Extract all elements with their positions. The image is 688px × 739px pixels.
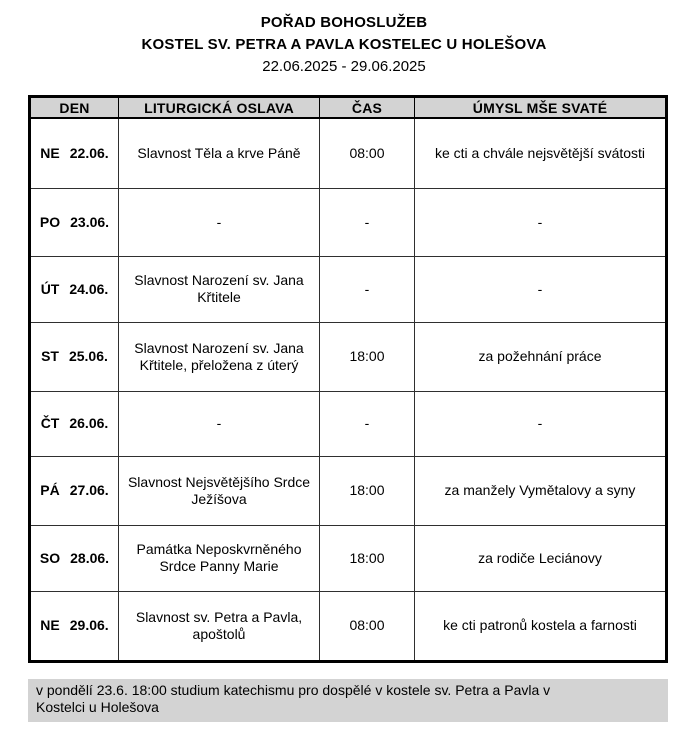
day-abbr: NE: [40, 144, 60, 161]
day-abbr: SO: [39, 549, 61, 566]
day-date: 25.06.: [68, 348, 108, 364]
table-row: [30, 256, 667, 322]
schedule-table: [28, 95, 668, 663]
day-cell: [30, 525, 119, 591]
time-cell: -: [320, 391, 415, 456]
intention-cell: ke cti a chvále nejsvětější svátosti: [415, 118, 667, 188]
time-cell: 08:00: [320, 118, 415, 188]
intention-cell: ke cti patronů kostela a farnosti: [415, 591, 667, 661]
day-date: 23.06.: [70, 213, 110, 230]
column-header-liturgicka-oslava: LITURGICKÁ OSLAVA: [119, 97, 320, 119]
day-date: 27.06.: [69, 482, 109, 498]
day-abbr: PÁ: [40, 482, 60, 498]
document-title: POŘAD BOHOSLUŽEB: [260, 14, 428, 31]
time-cell: 08:00: [320, 591, 415, 661]
title-block: [0, 0, 688, 78]
day-date: 22.06.: [69, 144, 109, 161]
column-header-den: DEN: [30, 97, 119, 119]
day-abbr: ÚT: [40, 280, 60, 297]
church-title: KOSTEL SV. PETRA A PAVLA KOSTELEC U HOLEŠOVA: [141, 36, 547, 53]
day-cell: [30, 118, 119, 188]
intention-cell: za rodiče Leciánovy: [415, 525, 667, 591]
date-range: 22.06.2025 - 29.06.2025: [262, 58, 426, 75]
day-abbr: ST: [41, 348, 59, 364]
celebration-cell: Památka Neposkvrněného Srdce Panny Marie: [119, 525, 320, 591]
day-abbr: ČT: [40, 415, 60, 431]
day-cell: [30, 188, 119, 256]
table-row: [30, 118, 667, 188]
intention-cell: za požehnání práce: [415, 322, 667, 391]
day-date: 24.06.: [69, 280, 109, 297]
day-cell: [30, 322, 119, 391]
intention-cell: za manžely Vymětalovy a syny: [415, 456, 667, 525]
day-date: 28.06.: [70, 549, 110, 566]
footer-note-line1: v pondělí 23.6. 18:00 studium katechismu pro dospělé v kostele sv. Petra a Pavla v: [36, 681, 551, 698]
footer-note: [28, 679, 668, 722]
celebration-cell: -: [119, 391, 320, 456]
day-cell: [30, 591, 119, 661]
intention-cell: -: [415, 256, 667, 322]
column-header-cas: ČAS: [320, 97, 415, 119]
celebration-cell: -: [119, 188, 320, 256]
table-row: [30, 322, 667, 391]
time-cell: 18:00: [320, 456, 415, 525]
table-row: [30, 391, 667, 456]
celebration-cell: Slavnost Těla a krve Páně: [119, 118, 320, 188]
celebration-cell: Slavnost Narození sv. Jana Křtitele: [119, 256, 320, 322]
day-date: 26.06.: [69, 415, 109, 431]
time-cell: -: [320, 256, 415, 322]
time-cell: 18:00: [320, 525, 415, 591]
celebration-cell: Slavnost sv. Petra a Pavla, apoštolů: [119, 591, 320, 661]
day-abbr: PO: [39, 213, 61, 230]
table-row: [30, 591, 667, 661]
intention-cell: -: [415, 188, 667, 256]
intention-cell: -: [415, 391, 667, 456]
table-row: [30, 188, 667, 256]
celebration-cell: Slavnost Narození sv. Jana Křtitele, přeložena z úterý: [119, 322, 320, 391]
time-cell: -: [320, 188, 415, 256]
day-cell: [30, 456, 119, 525]
column-header-umysl: ÚMYSL MŠE SVATÉ: [415, 97, 667, 119]
day-cell: [30, 256, 119, 322]
table-row: [30, 456, 667, 525]
day-date: 29.06.: [69, 617, 109, 633]
celebration-cell: Slavnost Nejsvětějšího Srdce Ježíšova: [119, 456, 320, 525]
footer-note-line2: Kostelci u Holešova: [36, 699, 159, 715]
day-cell: [30, 391, 119, 456]
header-row: [30, 97, 667, 119]
time-cell: 18:00: [320, 322, 415, 391]
day-abbr: NE: [40, 617, 60, 633]
table-row: [30, 525, 667, 591]
